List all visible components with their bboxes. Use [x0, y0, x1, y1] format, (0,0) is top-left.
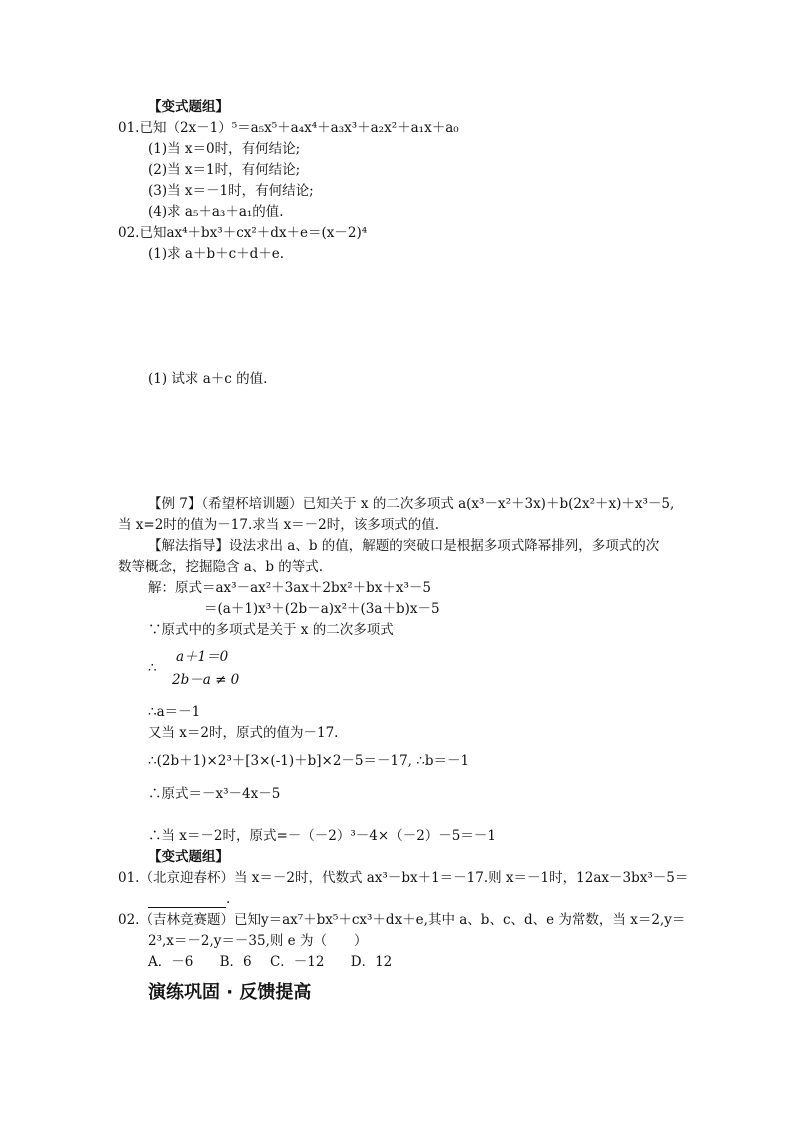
q01b-answer-line: .: [148, 890, 230, 908]
q02b-line-2: 2³,x＝－2,y＝－35,则 e 为（ ）: [148, 933, 368, 949]
q01b-line-1: 01.（北京迎春杯）当 x＝－2时，代数式 ax³－bx＋1＝－17.则 x＝－1时，12ax－3bx³－5＝: [118, 870, 689, 886]
example-7-line-1: 【例 7】（希望杯培训题）已知关于 x 的二次多项式 a(x³－x²＋3x)＋b(2x²＋x)＋x³－5,: [148, 496, 675, 512]
option-c[interactable]: C．－12: [269, 954, 325, 970]
q01-part-1: (1)当 x＝0时，有何结论;: [148, 141, 301, 157]
example-7-line-2: 当 x=2时的值为－17.求当 x＝－2时，该多项式的值.: [118, 517, 440, 533]
q01-part-2: (2)当 x＝1时，有何结论;: [148, 162, 301, 178]
solution-step-7: ∴原式＝－x³－4x－5: [148, 786, 281, 802]
system-equation-2: 2b－a ≠ 0: [172, 672, 240, 688]
left-brace-icon: [146, 645, 160, 693]
variant-group-header: 【变式题组】: [148, 99, 229, 115]
equation-system: [146, 645, 266, 693]
therefore-symbol: ∴: [148, 660, 157, 676]
solution-step-5: 又当 x＝2时，原式的值为－17.: [148, 725, 339, 741]
option-d[interactable]: D．12: [350, 954, 393, 970]
q01-part-3: (3)当 x＝－1时，有何结论;: [148, 183, 314, 199]
q02b-options: [148, 953, 392, 971]
answer-blank[interactable]: [148, 893, 226, 908]
solution-guide-line-1: 【解法指导】设法求出 a、b 的值，解题的突破口是根据多项式降幂排列，多项式的次: [148, 538, 660, 554]
variant-group-header-2: 【变式题组】: [148, 849, 229, 865]
q02-part-1: (1)求 a＋b＋c＋d＋e.: [148, 246, 285, 262]
solution-step-2: ＝(a＋1)x³＋(2b－a)x²＋(3a＋b)x－5: [204, 601, 440, 617]
solution-step-6: ∴(2b＋1)×2³＋[3×(-1)＋b]×2－5＝－17, ∴b＝－1: [148, 753, 470, 769]
option-b[interactable]: B．6: [219, 954, 252, 970]
solution-step-4: ∴a＝－1: [148, 704, 201, 720]
q02b-line-1: 02.（吉林竞赛题）已知y＝ax⁷＋bx⁵＋cx³＋dx＋e,其中 a、b、c、d、e 为常数，当 x＝2,y＝: [118, 912, 686, 928]
solution-step-8: ∴当 x＝－2时，原式=－（－2）³－4×（－2）－5＝－1: [148, 828, 496, 844]
option-a[interactable]: A．－6: [148, 954, 194, 970]
section-title-practice: 演练巩固 · 反馈提高: [148, 982, 312, 1003]
solution-step-1: 解：原式＝ax³－ax²＋3ax＋2bx²＋bx＋x³－5: [148, 580, 432, 596]
q01-stem: 01.已知（2x－1）⁵＝a₅x⁵＋a₄x⁴＋a₃x³＋a₂x²＋a₁x＋a₀: [118, 120, 459, 136]
solution-step-3: ∵原式中的多项式是关于 x 的二次多项式: [148, 622, 394, 638]
solution-guide-line-2: 数等概念，挖掘隐含 a、b 的等式.: [118, 559, 324, 575]
q01-part-4: (4)求 a₅＋a₃＋a₁的值.: [148, 204, 284, 220]
system-equation-1: a＋1＝0: [176, 649, 229, 665]
q02-stem: 02.已知ax⁴＋bx³＋cx²＋dx＋e＝(x－2)⁴: [118, 225, 368, 241]
q02-part-2: (1) 试求 a＋c 的值.: [148, 371, 268, 387]
